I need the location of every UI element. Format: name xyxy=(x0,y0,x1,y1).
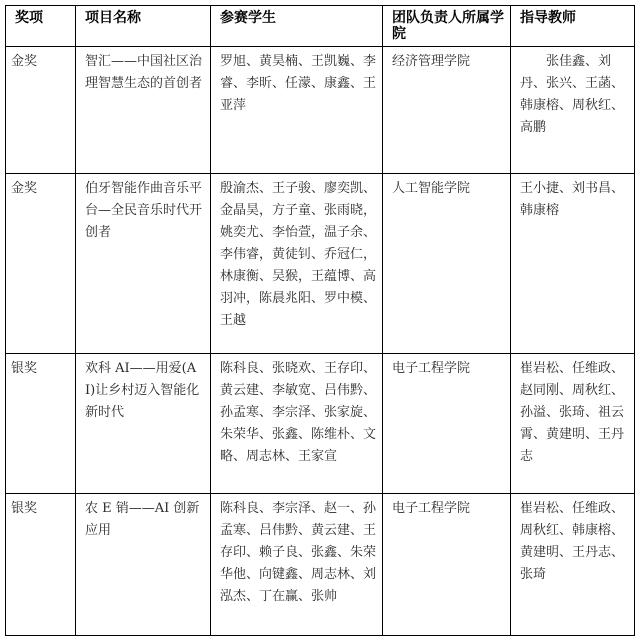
table-row xyxy=(6,494,635,636)
project-name-cell: 欢科 AI——用爱(AI)让乡村迈入智能化新时代 xyxy=(76,354,211,494)
college-cell: 电子工程学院 xyxy=(383,494,511,636)
award-cell: 银奖 xyxy=(6,494,76,636)
college-cell: 经济管理学院 xyxy=(383,47,511,174)
award-cell: 金奖 xyxy=(6,47,76,174)
students-cell: 陈科良、李宗泽、赵一、孙孟寒、吕伟黔、黄云建、王存印、赖子良、张鑫、朱荣华他、向键鑫、周志林、刘泓杰、丁在赢、张帅 xyxy=(211,494,383,636)
table-row xyxy=(6,354,635,494)
header-college: 团队负责人所属学院 xyxy=(383,6,511,47)
header-students: 参赛学生 xyxy=(211,6,383,47)
award-cell: 银奖 xyxy=(6,354,76,494)
college-cell: 人工智能学院 xyxy=(383,174,511,354)
students-cell: 陈科良、张晓欢、王存印、黄云建、李敏宽、吕伟黔、孙孟寒、李宗泽、张家旋、朱荣华、张鑫、陈维朴、文略、周志林、王家宣 xyxy=(211,354,383,494)
project-name-cell: 智汇——中国社区治理智慧生态的首创者 xyxy=(76,47,211,174)
students-cell: 殷渝杰、王子骏、廖奕凯、金晶昊，方子童、张雨晓，姚奕尤、李怡萱，温子余、李伟睿，黄徒钊、乔冠仁，林康衡、吴猴，王蕴博、高羽冲，陈晨兆阳、罗中模、王越 xyxy=(211,174,383,354)
advisors-cell: 崔岩松、任维政、周秋红、韩康榕、黄建明、王丹志、张琦 xyxy=(511,494,635,636)
project-name-cell: 伯牙智能作曲音乐平台—全民音乐时代开创者 xyxy=(76,174,211,354)
advisors-cell: 王小捷、刘书昌、韩康榕 xyxy=(511,174,635,354)
header-advisors: 指导教师 xyxy=(511,6,635,47)
header-project-name: 项目名称 xyxy=(76,6,211,47)
header-award: 奖项 xyxy=(6,6,76,47)
award-cell: 金奖 xyxy=(6,174,76,354)
college-cell: 电子工程学院 xyxy=(383,354,511,494)
advisors-cell: 崔岩松、任维政、赵同刚、周秋红、孙溢、张琦、祖云霄、黄建明、王丹志 xyxy=(511,354,635,494)
table-header-row xyxy=(6,6,635,47)
project-name-cell: 农 E 销——AI 创新应用 xyxy=(76,494,211,636)
advisors-cell: 张佳鑫、刘丹、张兴、王菡、韩康榕、周秋红、高鹏 xyxy=(511,47,635,174)
table-row xyxy=(6,174,635,354)
students-cell: 罗旭、黄昊楠、王凯巍、李睿、李昕、任濛、康鑫、王亚萍 xyxy=(211,47,383,174)
table-row xyxy=(6,47,635,174)
awards-table xyxy=(5,5,635,636)
